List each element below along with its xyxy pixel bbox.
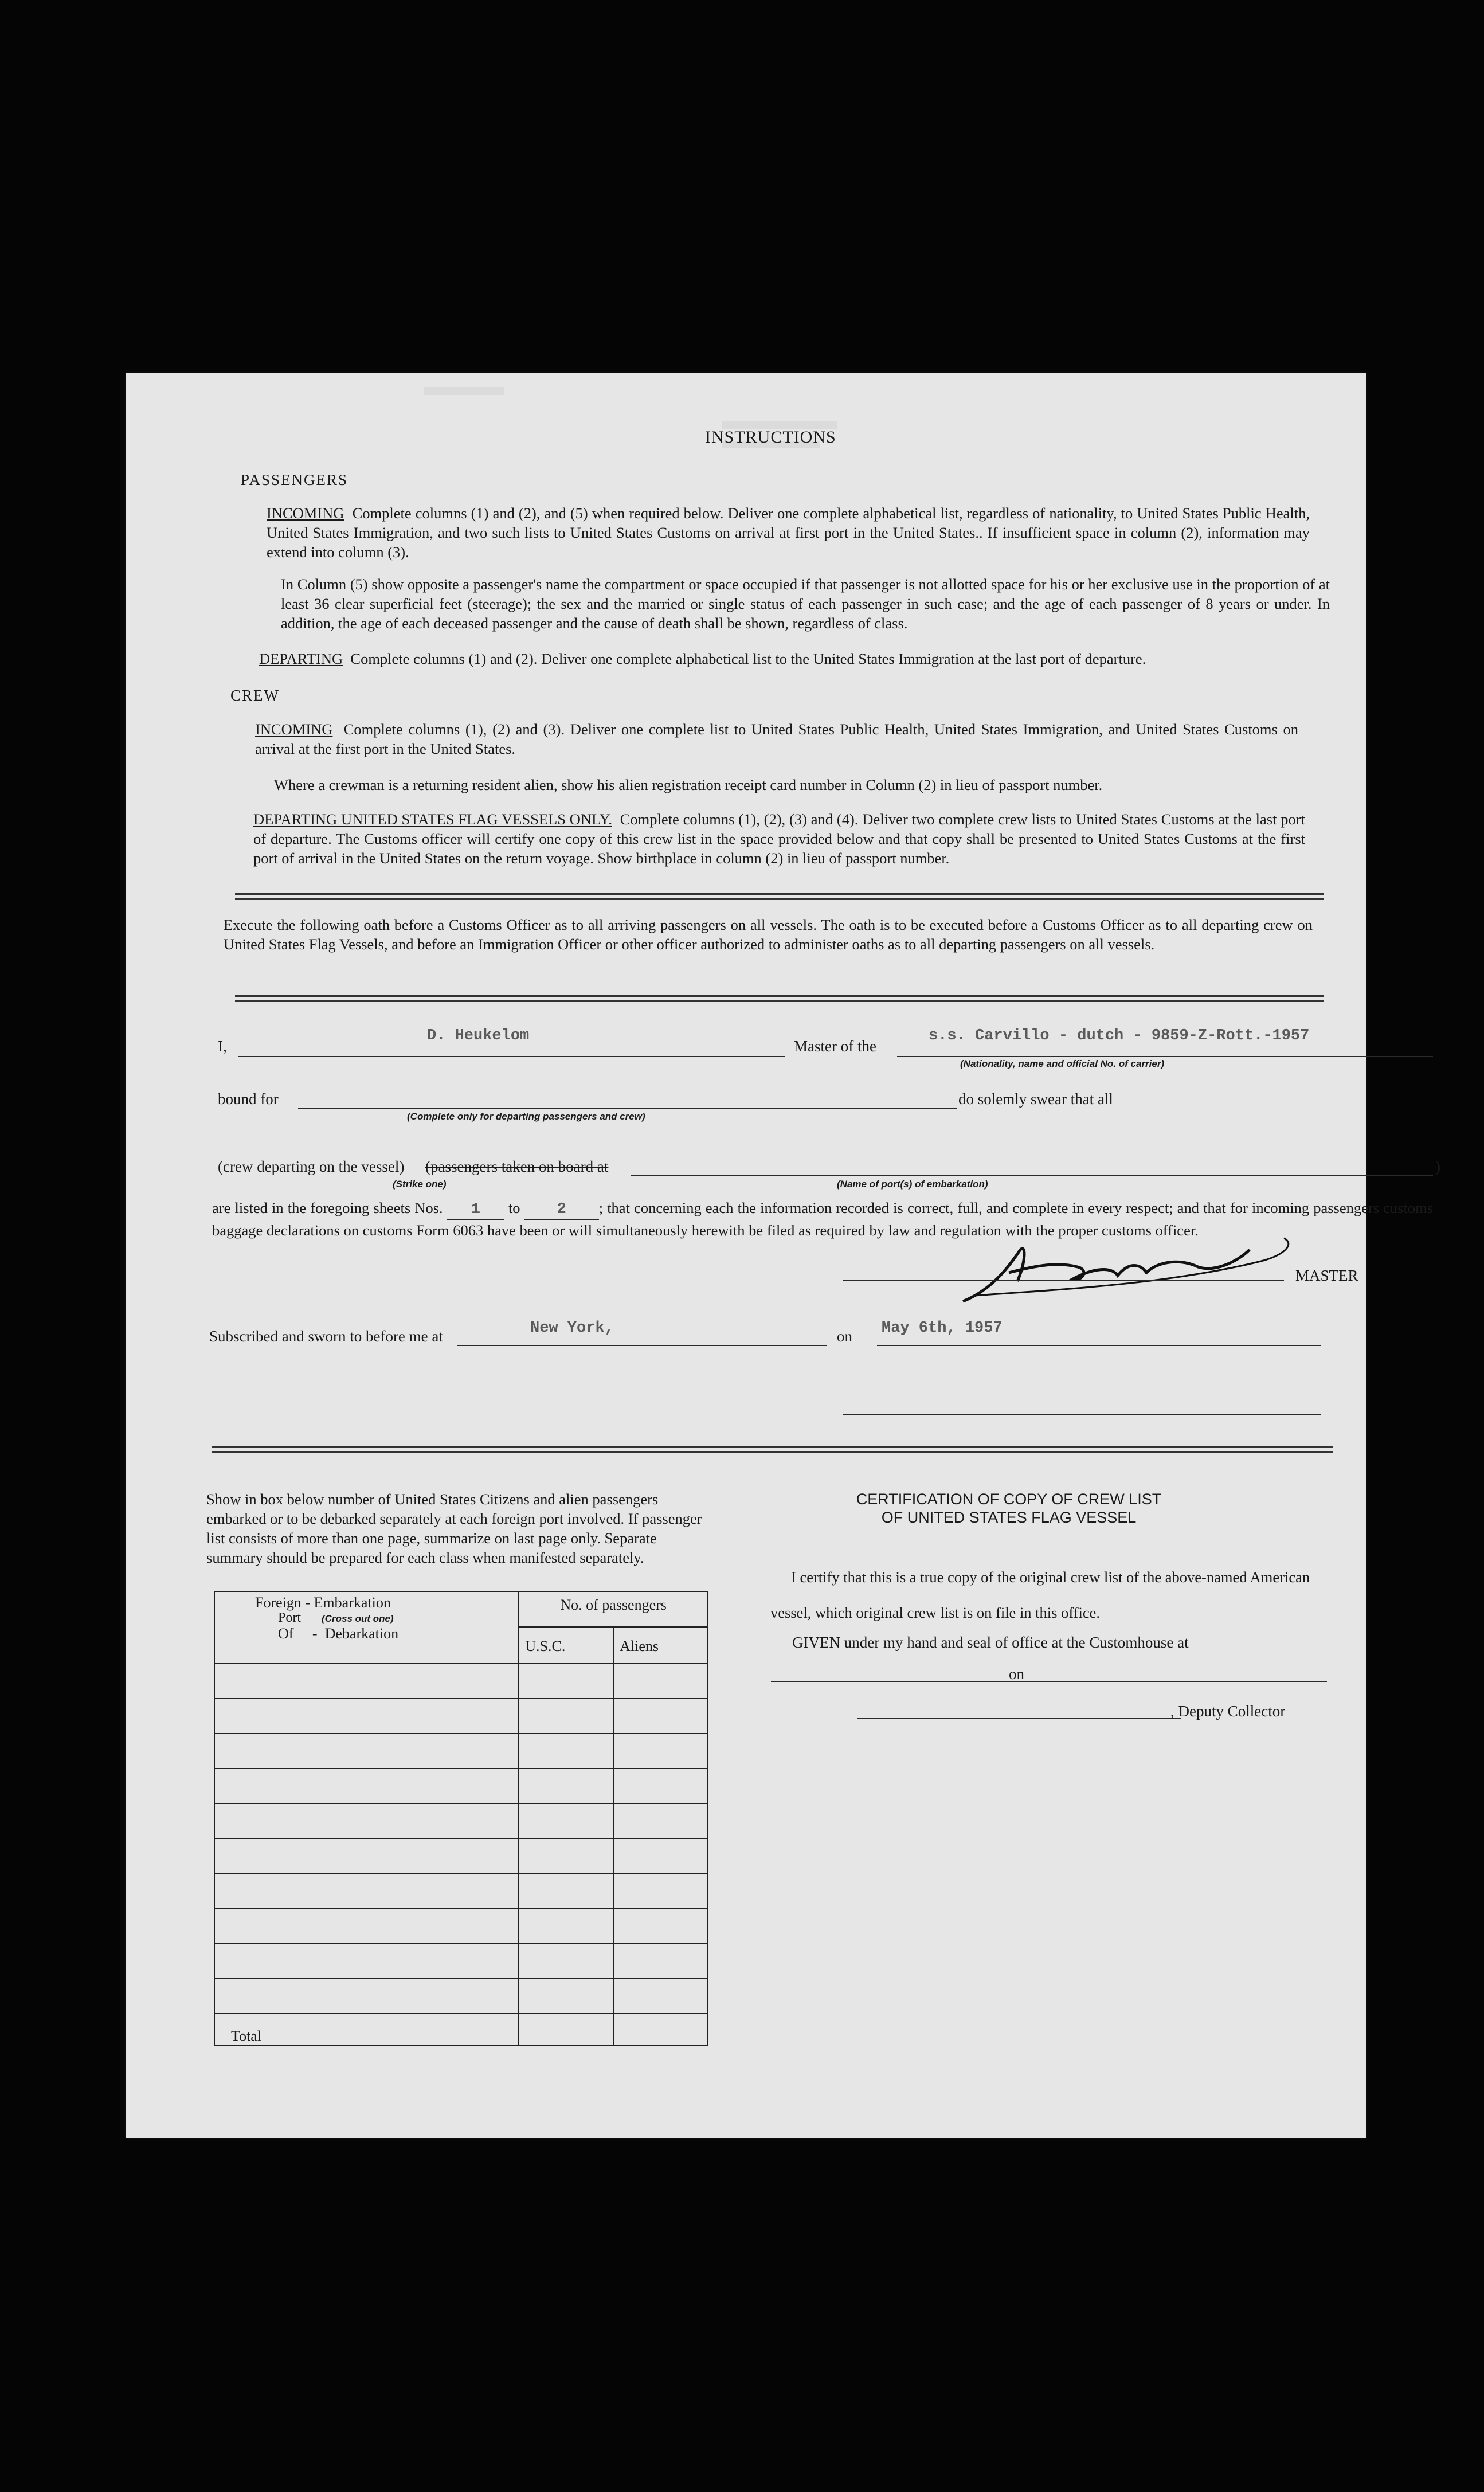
cross-out-caption: (Cross out one): [322, 1613, 394, 1624]
certification-heading-2: OF UNITED STATES FLAG VESSEL: [881, 1509, 1137, 1526]
usc-cell: [519, 1978, 613, 2013]
master-signature-line: [843, 1280, 1284, 1281]
sheet-to-value: 2: [557, 1201, 566, 1218]
aliens-column-header: Aliens: [613, 1627, 708, 1664]
usc-column-header: U.S.C.: [519, 1627, 613, 1664]
usc-cell: [519, 1664, 613, 1699]
crew-alien-text: Where a crewman is a returning resident alien, show his alien registration receipt card number in Column (2) in lieu of passport number.: [274, 776, 1103, 793]
port-header-line-1: Foreign - Embarkation: [255, 1594, 391, 1611]
sworn-on-label: on: [837, 1328, 852, 1345]
crew-incoming-label: INCOMING: [255, 721, 333, 738]
deputy-collector-label: , Deputy Collector: [1170, 1703, 1286, 1720]
port-column-header: [214, 1591, 519, 1664]
listed-prefix: are listed in the foregoing sheets Nos.: [212, 1199, 443, 1216]
oath-intro: Execute the following oath before a Customs Officer as to all arriving passengers on all vessels. The oath is to be executed before a Customs Officer as to all departing crew on United States Flag Vessels, and before an Immigration Officer or other officer authorized to administer oaths as to all departing passengers on all vessels.: [224, 916, 1313, 953]
port-cell: [214, 1804, 519, 1838]
certification-text: I certify that this is a true copy of the original crew list of the above-named American vessel, which original crew list is on file in this office.: [770, 1568, 1310, 1621]
sworn-date-value: May 6th, 1957: [882, 1320, 1003, 1337]
usc-cell: [519, 1873, 613, 1908]
crew-departing-block: [253, 809, 1305, 868]
section-divider: [235, 893, 1324, 900]
aliens-cell: [613, 1804, 708, 1838]
section-divider: [212, 1446, 1333, 1453]
crew-departing-label: DEPARTING UNITED STATES FLAG VESSELS ONLY.: [253, 811, 612, 828]
summary-row: [214, 1908, 708, 1943]
port-cell: [214, 1769, 519, 1804]
port-header-line-3: Of - Debarkation: [278, 1625, 399, 1642]
master-name-line: [238, 1056, 785, 1057]
port-cell: [214, 1943, 519, 1978]
bleed-through-mark: [424, 387, 504, 395]
officer-signature-line: [843, 1414, 1321, 1415]
master-name-value: D. Heukelom: [427, 1027, 530, 1044]
aliens-cell: [613, 1699, 708, 1734]
deputy-collector-line: [857, 1718, 1181, 1719]
summary-table: [214, 1591, 708, 2046]
passengers-column-header: No. of passengers: [519, 1591, 708, 1627]
bound-line: [298, 1108, 957, 1109]
aliens-cell: [613, 1978, 708, 2013]
usc-cell: [519, 1838, 613, 1873]
vessel-line: [897, 1056, 1433, 1057]
crew-departing-option: (crew departing on the vessel): [218, 1158, 405, 1175]
crew-departing-text: Complete columns (1), (2), (3) and (4). Deliver two complete crew lists to United States Customs at the last port of departure. The Customs officer will certify one copy of this crew list in the space provided below and that copy shall be presented to United States Customs at the first port of arrival in the United States on the return voyage. Show birthplace in column (2) in lieu of passport number.: [253, 811, 1305, 867]
listed-suffix: ; that concerning each the information recorded is correct, full, and complete in every respect; and that for incoming passengers customs baggage declarations on customs Form 6063 have been or will simultaneously herewith be filed as required by law and regulation with the proper customs officer.: [212, 1199, 1434, 1239]
usc-cell: [519, 1908, 613, 1943]
port-caption: (Name of port(s) of embarkation): [837, 1179, 988, 1190]
vessel-caption: (Nationality, name and official No. of carrier): [960, 1058, 1165, 1069]
master-label: MASTER: [1295, 1267, 1358, 1284]
passengers-column5-text: In Column (5) show opposite a passenger's name the compartment or space occupied if that passenger is not allotted space for his or her exclusive use in the proportion of at least 36 clear superficial feet (steerage); the sex and the married or single status of each passenger in such case; and the age of each passenger of 8 years or under. In addition, the age of each deceased passenger and the cause of death shall be shown, regardless of class.: [281, 576, 1330, 632]
crew-incoming-text: Complete columns (1), (2) and (3). Deliver one complete list to United States Public Health, United States Immigration, and United States Customs on arrival at the first port in the United States.: [255, 721, 1298, 757]
vessel-value: s.s. Carvillo - dutch - 9859-Z-Rott.-1957: [929, 1027, 1310, 1044]
master-of-label: Master of the: [794, 1038, 876, 1055]
summary-row: [214, 1978, 708, 2013]
aliens-cell: [613, 1838, 708, 1873]
passengers-heading: PASSENGERS: [241, 471, 349, 488]
usc-cell: [519, 1734, 613, 1769]
usc-cell: [519, 1769, 613, 1804]
total-aliens-cell: [613, 2013, 708, 2045]
port-cell: [214, 1664, 519, 1699]
certification-given-text: GIVEN under my hand and seal of office at the Customhouse at: [792, 1634, 1189, 1651]
port-cell: [214, 1908, 519, 1943]
crew-heading: CREW: [230, 687, 280, 704]
usc-cell: [519, 1699, 613, 1734]
subscribed-label: Subscribed and sworn to before me at: [209, 1328, 443, 1345]
summary-row: [214, 1699, 708, 1734]
oath-i-label: I,: [218, 1038, 227, 1055]
master-signature: [940, 1227, 1341, 1313]
document-sheet: [126, 373, 1440, 2138]
strike-caption: (Strike one): [393, 1179, 447, 1190]
total-label: Total: [214, 2013, 519, 2045]
aliens-cell: [613, 1873, 708, 1908]
summary-row: [214, 1943, 708, 1978]
certification-date-line: [1035, 1681, 1327, 1682]
passengers-incoming-text: Complete columns (1) and (2), and (5) when required below. Deliver one complete alphabetical list, regardless of nationality, to United States Public Health, United States Immigration, and two such lists to United States Customs on arrival at first port in the United States.. If insufficient space in column (2), information may extend into column (3).: [267, 504, 1310, 561]
passengers-incoming-block: [267, 503, 1310, 562]
port-header-line-2: Port: [278, 1610, 302, 1625]
summary-row: [214, 1734, 708, 1769]
aliens-cell: [613, 1908, 708, 1943]
summary-header-row: [214, 1591, 708, 1627]
sworn-place-value: New York,: [530, 1320, 614, 1337]
summary-row: [214, 1804, 708, 1838]
sworn-place-line: [457, 1345, 827, 1346]
total-usc-cell: [519, 2013, 613, 2045]
bound-label: bound for: [218, 1090, 279, 1108]
port-cell: [214, 1873, 519, 1908]
passengers-incoming-label: INCOMING: [267, 504, 344, 522]
aliens-cell: [613, 1769, 708, 1804]
sheet-from-value: 1: [471, 1201, 480, 1218]
section-divider: [235, 995, 1324, 1002]
aliens-cell: [613, 1664, 708, 1699]
page-title: INSTRUCTIONS: [705, 428, 836, 447]
to-label: to: [508, 1199, 520, 1216]
summary-row: [214, 1769, 708, 1804]
sworn-date-line: [877, 1345, 1321, 1346]
port-cell: [214, 1978, 519, 2013]
certification-on-label: on: [1009, 1665, 1024, 1683]
summary-row: [214, 1838, 708, 1873]
passengers-taken-option: (passengers taken on board at: [425, 1158, 609, 1175]
bound-caption: (Complete only for departing passengers and crew): [407, 1111, 645, 1122]
summary-total-row: [214, 2013, 708, 2045]
port-embarkation-line: [631, 1175, 1433, 1176]
close-paren: ): [1435, 1158, 1440, 1175]
port-cell: [214, 1734, 519, 1769]
passengers-departing-label: DEPARTING: [259, 650, 343, 667]
summary-row: [214, 1873, 708, 1908]
port-cell: [214, 1699, 519, 1734]
usc-cell: [519, 1943, 613, 1978]
swear-text: do solemly swear that all: [958, 1090, 1113, 1108]
summary-instructions: Show in box below number of United States Citizens and alien passengers embarked or to be debarked separately at each foreign port involved. If passenger list consists of more than one page, summarize on last page only. Separate summary should be prepared for each class when manifested separately.: [206, 1490, 702, 1566]
aliens-cell: [613, 1734, 708, 1769]
passengers-departing-text: Complete columns (1) and (2). Deliver one complete alphabetical list to the United States Immigration at the last port of departure.: [350, 650, 1146, 667]
crew-incoming-block: [255, 719, 1298, 758]
certification-heading-1: CERTIFICATION OF COPY OF CREW LIST: [856, 1490, 1162, 1508]
summary-row: [214, 1664, 708, 1699]
usc-cell: [519, 1804, 613, 1838]
passengers-departing-block: [259, 649, 1331, 668]
port-cell: [214, 1838, 519, 1873]
aliens-cell: [613, 1943, 708, 1978]
